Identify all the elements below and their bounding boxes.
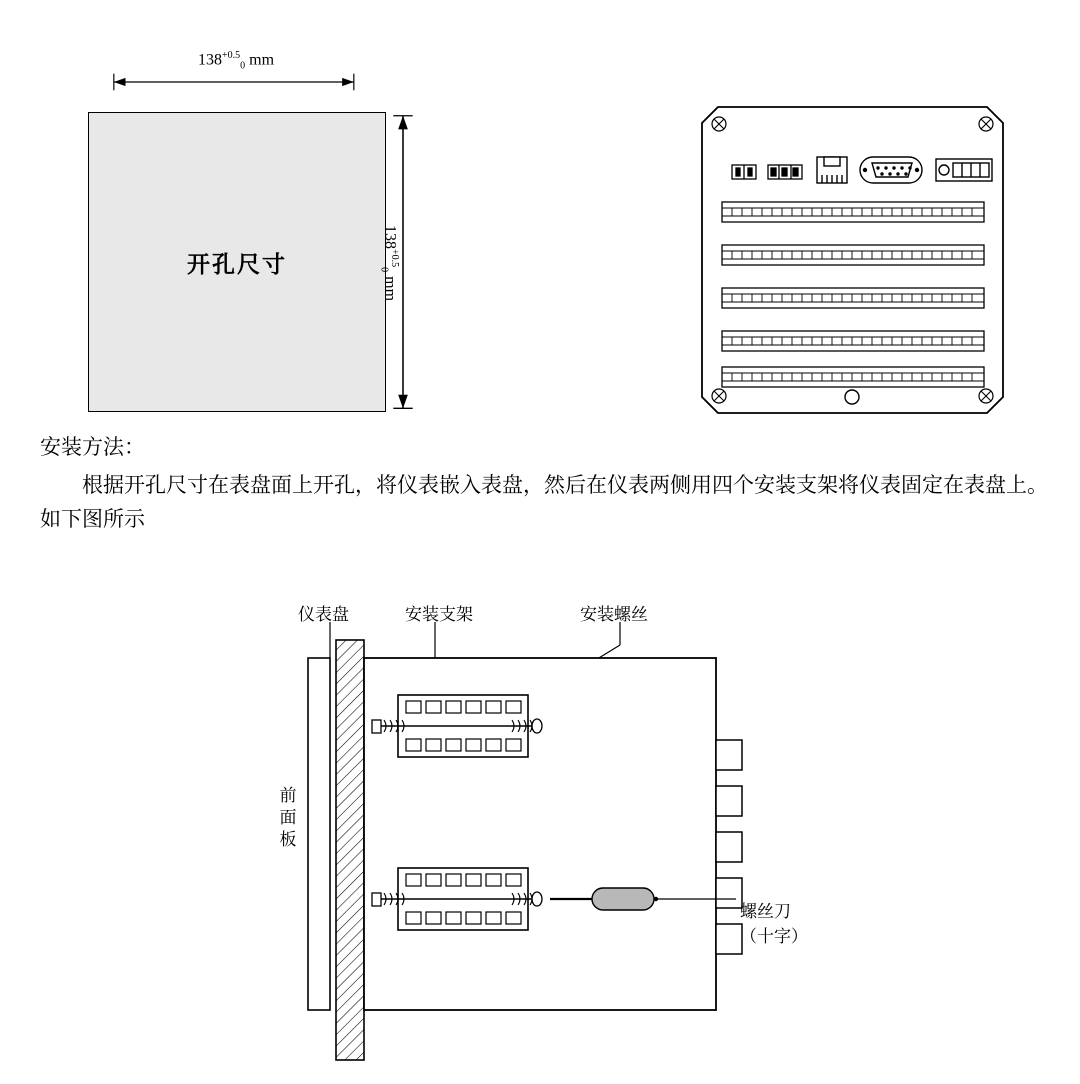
figure-rear-panel	[700, 105, 1005, 415]
cutout-center-label: 开孔尺寸	[187, 251, 287, 277]
cutout-right-dim-sub: 0	[378, 267, 390, 273]
label-screwdriver-line2: （十字）	[740, 927, 808, 946]
section-heading: 安装方法：	[40, 435, 145, 459]
label-mounting-bracket: 安装支架	[405, 605, 473, 624]
cutout-right-dim-sup: +0.5	[389, 249, 400, 268]
label-screwdriver-line1: 螺丝刀	[740, 902, 791, 921]
label-mounting-screw: 安装螺丝	[580, 605, 648, 624]
label-front-panel: 前面板	[279, 786, 297, 849]
cutout-top-dim-sub: 0	[240, 60, 246, 72]
cutout-top-dimension-arrow	[88, 72, 388, 92]
cutout-right-dim-value: 138	[381, 225, 399, 249]
cutout-right-dim-unit: mm	[381, 276, 399, 302]
figure-mounting	[250, 600, 850, 1070]
cutout-top-dim-value: 138	[198, 51, 222, 69]
cutout-top-dimension-label	[198, 50, 274, 72]
mounting-diagram-drawing	[250, 600, 850, 1070]
section-paragraph: 根据开孔尺寸在表盘面上开孔，将仪表嵌入表盘，然后在仪表两侧用四个安装支架将仪表固定在表盘上。如下图所示	[40, 473, 1048, 531]
cutout-right-dimension-label	[378, 225, 400, 301]
cutout-top-dim-unit: mm	[249, 51, 275, 69]
figure-panel-cutout	[88, 50, 418, 420]
cutout-top-dim-sup: +0.5	[222, 50, 241, 61]
label-meter-panel: 仪表盘	[298, 605, 349, 624]
